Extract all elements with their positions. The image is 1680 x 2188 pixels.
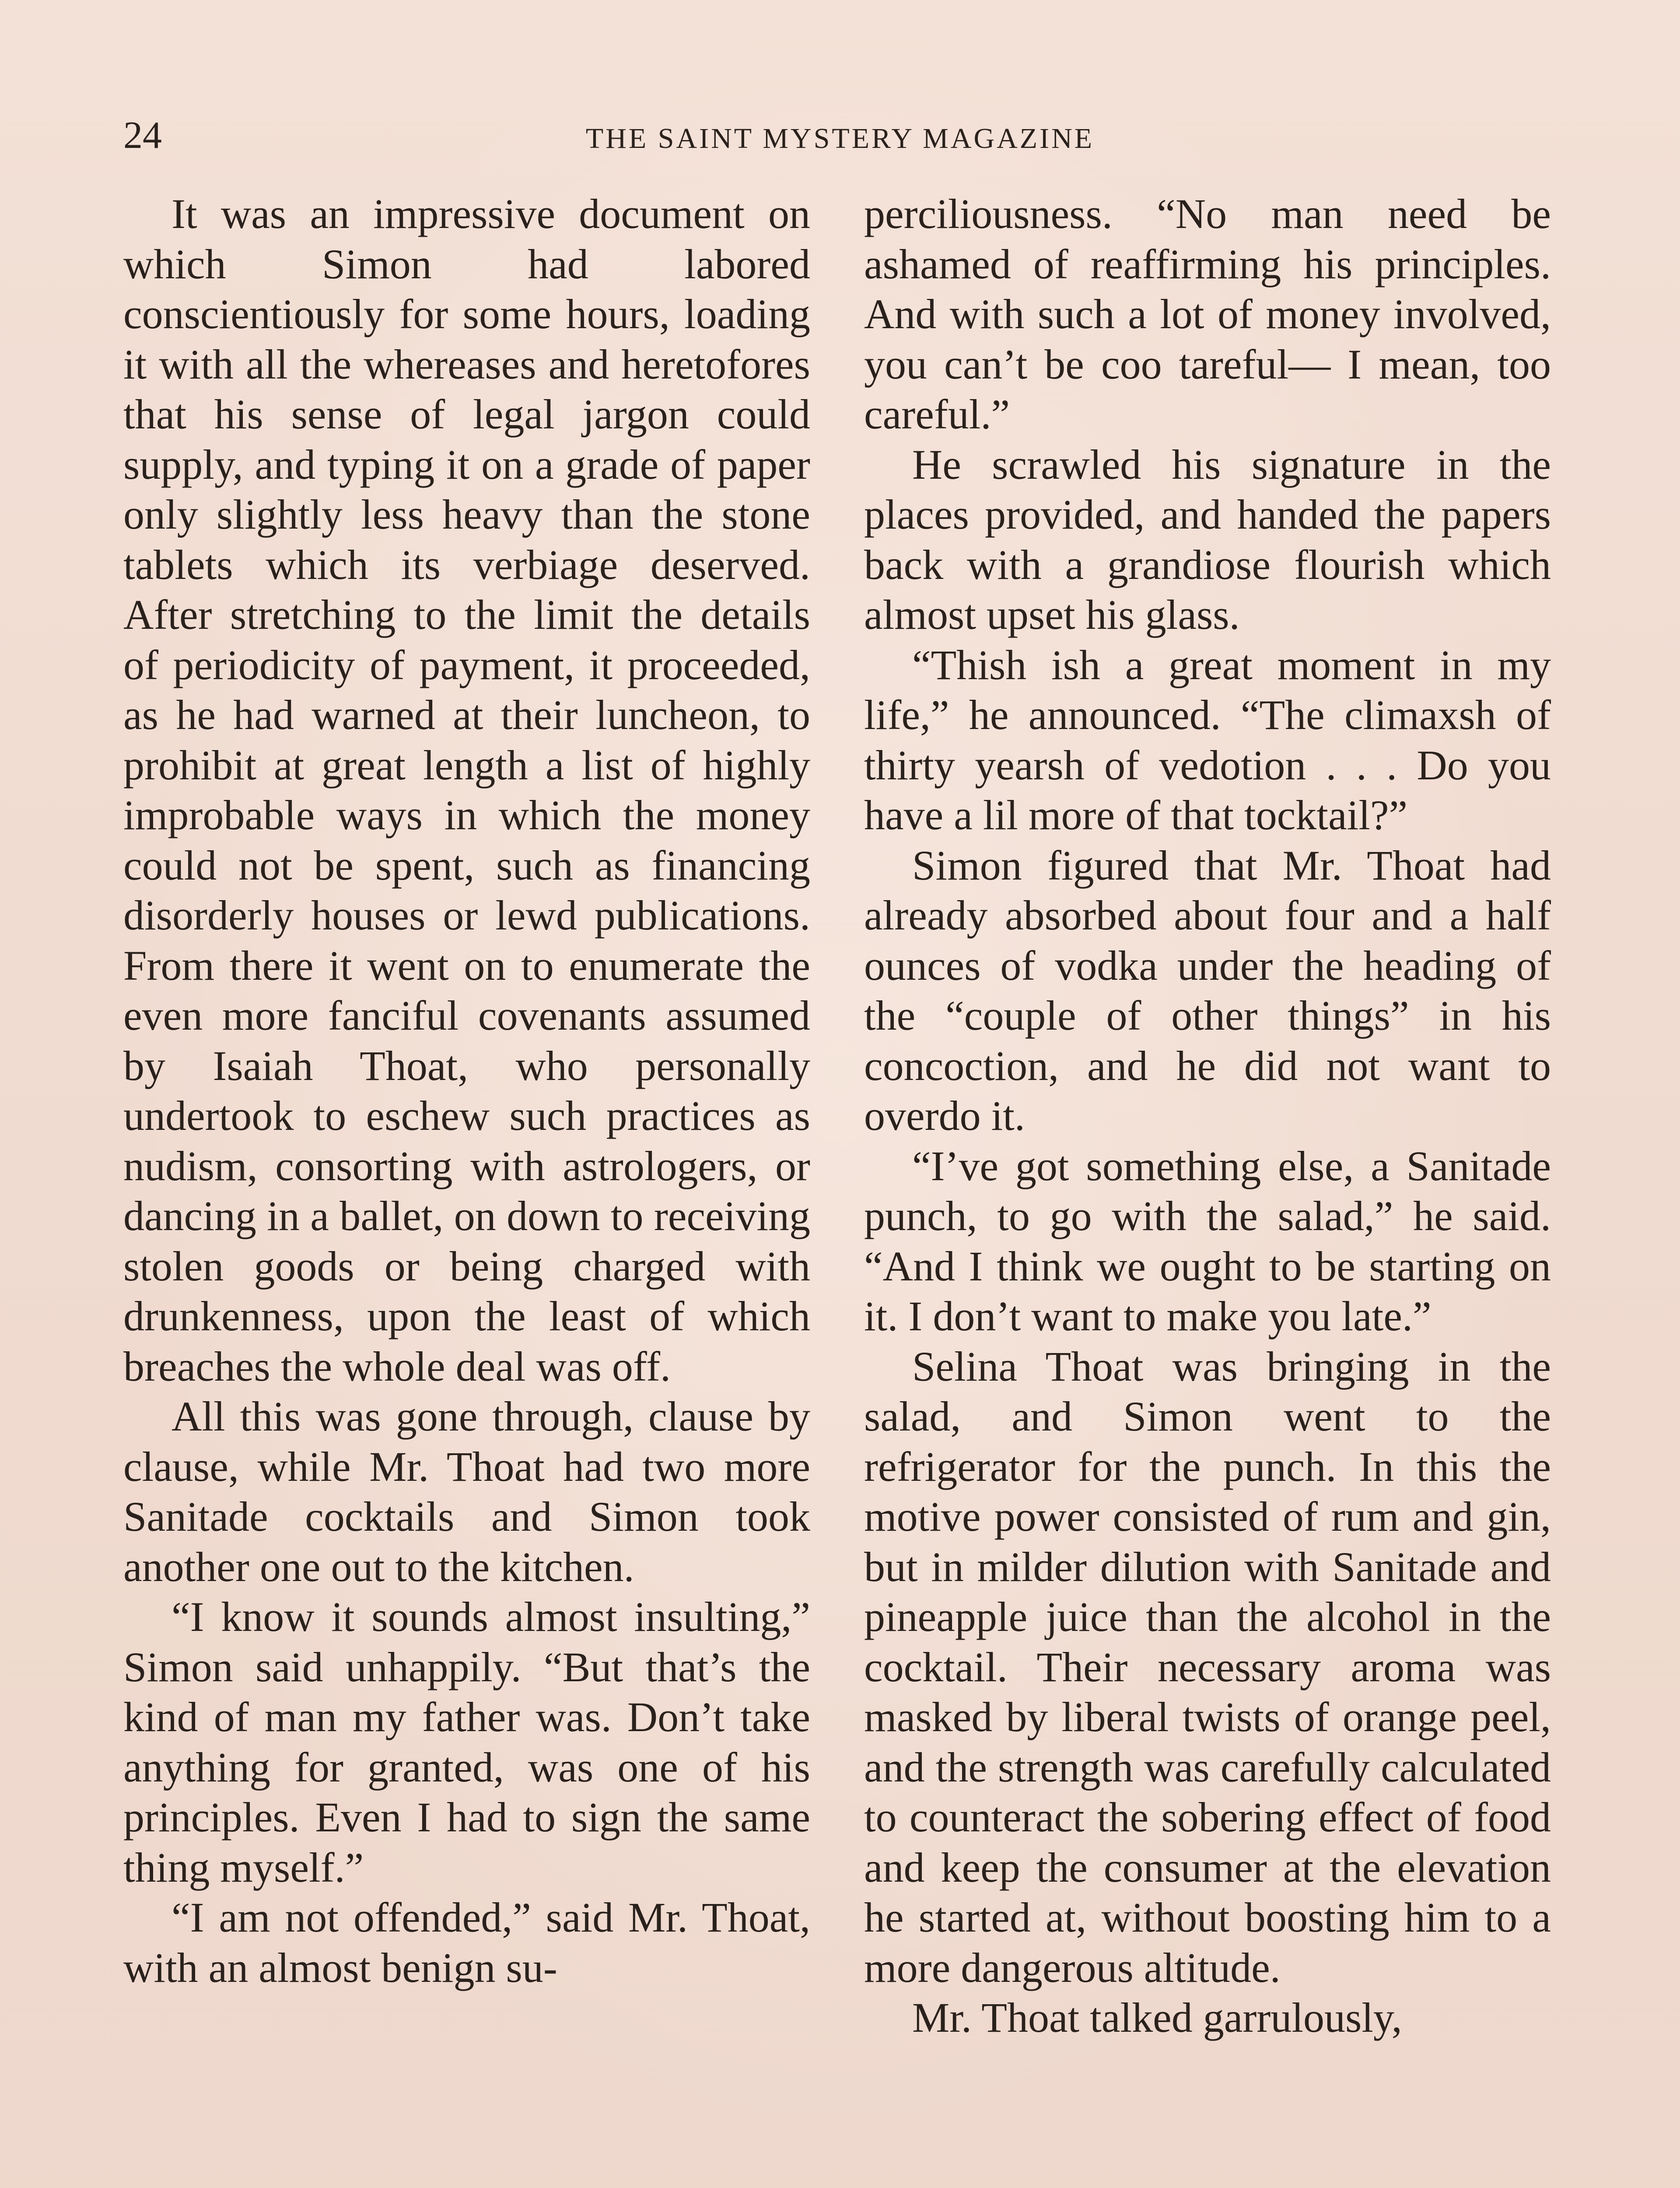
right-column [864,189,1551,2043]
page-number: 24 [123,114,162,157]
paragraph: It was an impressive document on which Simon had labored conscientiously for some hours, loading it with all the whereases and heretofores that his sense of legal jargon could supply, and typing it on a grade of paper only slightly less heavy than the stone tablets which its verbiage deserved. After stretching to the limit the details of periodicity of payment, it proceeded, as he had warned at their luncheon, to prohibit at great length a list of highly improbable ways in which the money could not be spent, such as financing disorderly houses or lewd publications. From there it went on to enumerate the even more fanciful covenants assumed by Isaiah Thoat, who personally undertook to eschew such practices as nudism, consorting with astrologers, or dancing in a ballet, on down to receiving stolen goods or being charged with drunkenness, upon the least of which breaches the whole deal was off. [123,190,810,1390]
page-header [123,112,1557,160]
paragraph-continued: perciliousness. “No man need be ashamed of reaffirming his principles. And with such a lot of money involved, you can’t be coo tareful— I mean, too careful.” [864,190,1551,438]
paragraph: Mr. Thoat talked garrulously, [912,1994,1402,2041]
paragraph: “I know it sounds almost insulting,” Simon said unhappily. “But that’s the kind of man my father was. Don’t take anything for granted, was one of his principles. Even I had to sign the same thing myself.” [123,1593,810,1891]
left-column [123,189,810,1993]
paragraph: Simon figured that Mr. Thoat had already absorbed about four and a half ounces of vodka under the heading of the “couple of other things” in his concoction, and he did not want to overdo it. [864,842,1551,1139]
paragraph: “I’ve got something else, a Sanitade punch, to go with the salad,” he said. “And I think we ought to be starting on it. I don’t want to make you late.” [864,1142,1551,1339]
paragraph: He scrawled his signature in the places provided, and handed the papers back with a grandiose flourish which almost upset his glass. [864,441,1551,638]
paragraph: “Thish ish a great moment in my life,” he announced. “The climaxsh of thirty yearsh of vedotion . . . Do you have a lil more of that tocktail?” [864,641,1551,838]
running-head: THE SAINT MYSTERY MAGAZINE [585,123,1095,154]
paragraph: All this was gone through, clause by clause, while Mr. Thoat had two more Sanitade cocktails and Simon took another one out to the kitchen. [123,1393,810,1590]
paragraph: Selina Thoat was bringing in the salad, and Simon went to the refrigerator for the punch. In this the motive power consisted of rum and gin, but in milder dilution with Sanitade and pineapple juice than the alcohol in the cocktail. Their necessary aroma was masked by liberal twists of orange peel, and the strength was carefully calculated to counteract the sobering effect of food and keep the consumer at the elevation he started at, without boosting him to a more dangerous altitude. [864,1343,1551,1991]
paragraph: “I am not offended,” said Mr. Thoat, with an almost benign su- [123,1894,810,1991]
